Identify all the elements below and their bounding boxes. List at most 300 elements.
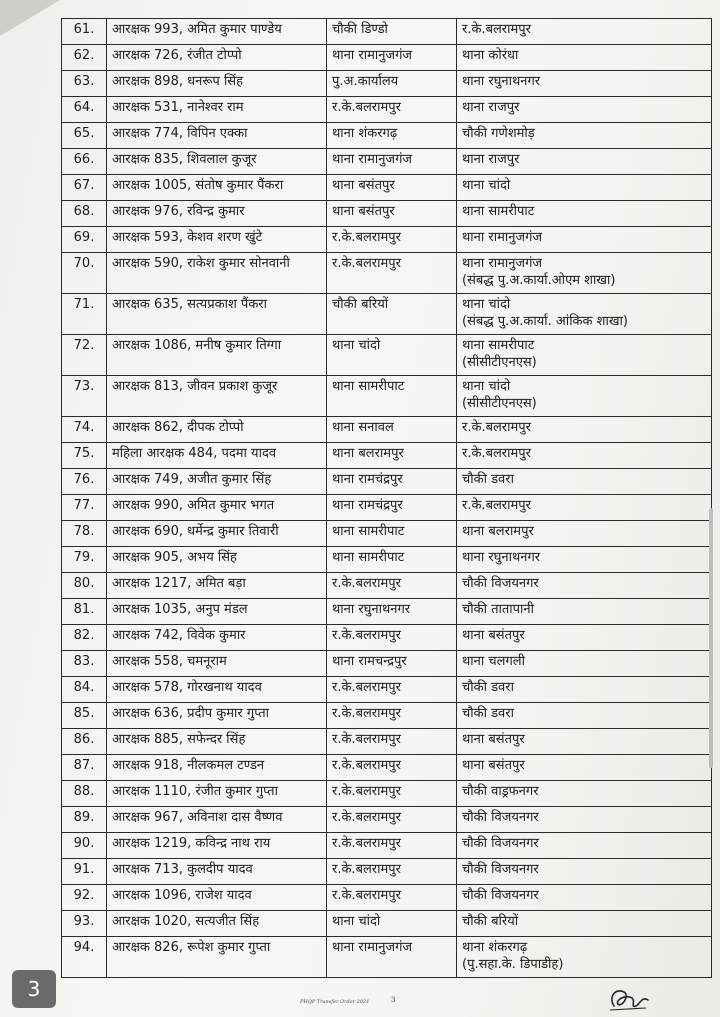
posting-note-text: (पु.सहा.के. डिपाडीह)	[462, 957, 564, 972]
serial-number-text: 94.	[73, 940, 95, 955]
employee-name-text: आरक्षक 742, विवेक कुमार	[112, 628, 246, 643]
new-posting-cell	[457, 651, 712, 677]
table-row	[62, 859, 712, 885]
table-row	[62, 599, 712, 625]
serial-number-text: 85.	[73, 706, 95, 721]
serial-number-text: 92.	[73, 888, 95, 903]
current-posting-cell	[327, 376, 457, 417]
serial-number-cell	[62, 227, 107, 253]
new-posting-cell	[457, 123, 712, 149]
new-posting-cell	[457, 45, 712, 71]
employee-name-text: आरक्षक 1005, संतोष कुमार पैंकरा	[112, 178, 284, 193]
serial-number-text: 71.	[73, 297, 95, 312]
serial-number-cell	[62, 294, 107, 335]
employee-name-text: आरक्षक 1096, राजेश यादव	[112, 888, 252, 903]
current-posting-text: थाना रामचंद्रपुर	[332, 498, 403, 513]
serial-number-cell	[62, 521, 107, 547]
serial-number-text: 88.	[73, 784, 95, 799]
employee-name-text: आरक्षक 749, अजीत कुमार सिंह	[112, 472, 272, 487]
current-posting-cell	[327, 201, 457, 227]
footer-caption: PHQP Transfer Order 2021	[300, 999, 370, 1005]
current-posting-text: थाना सामरीपाट	[332, 550, 405, 565]
new-posting-cell	[457, 703, 712, 729]
current-posting-text: थाना रामानुजगंज	[332, 152, 413, 167]
serial-number-cell	[62, 417, 107, 443]
new-posting-cell	[457, 729, 712, 755]
serial-number-text: 70.	[73, 256, 95, 271]
employee-name-cell	[107, 19, 327, 45]
serial-number-cell	[62, 625, 107, 651]
employee-name-cell	[107, 755, 327, 781]
serial-number-cell	[62, 677, 107, 703]
serial-number-cell	[62, 376, 107, 417]
current-posting-text: र.के.बलरामपुर	[332, 576, 401, 591]
current-posting-text: र.के.बलरामपुर	[332, 732, 401, 747]
serial-number-text: 66.	[73, 152, 95, 167]
employee-name-text: आरक्षक 1110, रंजीत कुमार गुप्ता	[112, 784, 278, 799]
serial-number-text: 73.	[73, 379, 95, 394]
employee-name-text: आरक्षक 967, अविनाश दास वैष्णव	[112, 810, 283, 825]
table-row	[62, 417, 712, 443]
current-posting-text: र.के.बलरामपुर	[332, 758, 401, 773]
current-posting-cell	[327, 573, 457, 599]
employee-name-cell	[107, 227, 327, 253]
new-posting-text: चौकी विजयनगर	[462, 862, 539, 877]
table-row	[62, 833, 712, 859]
new-posting-text: थाना बलरामपुर	[462, 524, 534, 539]
current-posting-text: थाना चांदो	[332, 338, 381, 353]
serial-number-text: 68.	[73, 204, 95, 219]
current-posting-cell	[327, 755, 457, 781]
employee-name-text: आरक्षक 976, रविन्द्र कुमार	[112, 204, 245, 219]
page-corner-fold	[0, 0, 60, 36]
employee-name-cell	[107, 495, 327, 521]
serial-number-cell	[62, 253, 107, 294]
new-posting-text: थाना बसंतपुर	[462, 732, 525, 747]
current-posting-cell	[327, 677, 457, 703]
serial-number-text: 69.	[73, 230, 95, 245]
table-row	[62, 175, 712, 201]
serial-number-text: 74.	[73, 420, 95, 435]
employee-name-cell	[107, 859, 327, 885]
employee-name-cell	[107, 599, 327, 625]
new-posting-cell	[457, 294, 712, 335]
employee-name-text: आरक्षक 774, विपिन एक्का	[112, 126, 248, 141]
new-posting-cell	[457, 97, 712, 123]
employee-name-cell	[107, 294, 327, 335]
employee-name-cell	[107, 149, 327, 175]
employee-name-text: आरक्षक 813, जीवन प्रकाश कुजूर	[112, 379, 278, 394]
employee-name-text: आरक्षक 1217, अमित बड़ा	[112, 576, 246, 591]
table-row	[62, 937, 712, 978]
new-posting-cell	[457, 911, 712, 937]
current-posting-text: थाना बलरामपुर	[332, 446, 404, 461]
table-row	[62, 651, 712, 677]
employee-name-cell	[107, 71, 327, 97]
table-row	[62, 755, 712, 781]
employee-name-cell	[107, 123, 327, 149]
current-posting-cell	[327, 294, 457, 335]
current-posting-text: थाना बसंतपुर	[332, 178, 395, 193]
employee-name-text: आरक्षक 835, शिवलाल कुजूर	[112, 152, 257, 167]
new-posting-text: थाना सामरीपाट	[462, 338, 535, 353]
employee-name-cell	[107, 547, 327, 573]
serial-number-cell	[62, 859, 107, 885]
employee-name-cell	[107, 781, 327, 807]
current-posting-cell	[327, 253, 457, 294]
new-posting-cell	[457, 19, 712, 45]
current-posting-cell	[327, 599, 457, 625]
new-posting-cell	[457, 495, 712, 521]
serial-number-text: 86.	[73, 732, 95, 747]
new-posting-cell	[457, 833, 712, 859]
table-row	[62, 911, 712, 937]
new-posting-cell	[457, 599, 712, 625]
current-posting-text: र.के.बलरामपुर	[332, 100, 401, 115]
new-posting-text: थाना रघुनाथनगर	[462, 74, 541, 89]
serial-number-text: 93.	[73, 914, 95, 929]
new-posting-cell	[457, 335, 712, 376]
new-posting-cell	[457, 807, 712, 833]
serial-number-text: 65.	[73, 126, 95, 141]
new-posting-text: थाना रामानुजगंज	[462, 230, 543, 245]
serial-number-cell	[62, 911, 107, 937]
current-posting-cell	[327, 71, 457, 97]
table-row	[62, 97, 712, 123]
table-row	[62, 19, 712, 45]
new-posting-text: थाना राजपुर	[462, 152, 520, 167]
current-posting-text: र.के.बलरामपुर	[332, 230, 401, 245]
new-posting-cell	[457, 71, 712, 97]
new-posting-cell	[457, 885, 712, 911]
employee-name-text: आरक्षक 990, अमित कुमार भगत	[112, 498, 275, 513]
serial-number-text: 84.	[73, 680, 95, 695]
employee-name-cell	[107, 45, 327, 71]
serial-number-text: 90.	[73, 836, 95, 851]
employee-name-text: आरक्षक 826, रूपेश कुमार गुप्ता	[112, 940, 271, 955]
new-posting-text: चौकी वाड्रफनगर	[462, 784, 539, 799]
employee-name-cell	[107, 911, 327, 937]
serial-number-cell	[62, 781, 107, 807]
serial-number-text: 72.	[73, 338, 95, 353]
serial-number-text: 77.	[73, 498, 95, 513]
serial-number-cell	[62, 97, 107, 123]
current-posting-text: र.के.बलरामपुर	[332, 784, 401, 799]
current-posting-text: र.के.बलरामपुर	[332, 888, 401, 903]
current-posting-cell	[327, 175, 457, 201]
serial-number-text: 82.	[73, 628, 95, 643]
transfer-table	[61, 18, 712, 978]
employee-name-cell	[107, 573, 327, 599]
new-posting-text: चौकी विजयनगर	[462, 836, 539, 851]
employee-name-text: आरक्षक 726, रंजीत टोप्पो	[112, 48, 242, 63]
new-posting-cell	[457, 149, 712, 175]
employee-name-text: आरक्षक 635, सत्यप्रकाश पैंकरा	[112, 297, 267, 312]
serial-number-text: 63.	[73, 74, 95, 89]
table-row	[62, 495, 712, 521]
page-number: 3	[391, 996, 396, 1004]
current-posting-cell	[327, 911, 457, 937]
employee-name-cell	[107, 201, 327, 227]
scrollbar-thumb[interactable]	[709, 508, 713, 768]
table-row	[62, 703, 712, 729]
current-posting-cell	[327, 729, 457, 755]
employee-name-cell	[107, 97, 327, 123]
new-posting-text: थाना चांदो	[462, 178, 511, 193]
new-posting-text: थाना बसंतपुर	[462, 628, 525, 643]
serial-number-text: 87.	[73, 758, 95, 773]
new-posting-text: चौकी डवरा	[462, 472, 514, 487]
table-row	[62, 294, 712, 335]
employee-name-text: आरक्षक 713, कुलदीप यादव	[112, 862, 253, 877]
new-posting-text: र.के.बलरामपुर	[462, 446, 531, 461]
current-posting-text: थाना रामचन्द्रपुर	[332, 654, 407, 669]
table-row	[62, 201, 712, 227]
serial-number-text: 64.	[73, 100, 95, 115]
posting-note-text: (सीसीटीएनएस)	[462, 396, 537, 411]
current-posting-text: थाना शंकरगढ़	[332, 126, 398, 141]
current-posting-cell	[327, 781, 457, 807]
new-posting-text: र.के.बलरामपुर	[462, 498, 531, 513]
employee-name-cell	[107, 417, 327, 443]
serial-number-text: 83.	[73, 654, 95, 669]
new-posting-text: र.के.बलरामपुर	[462, 22, 531, 37]
new-posting-cell	[457, 443, 712, 469]
serial-number-cell	[62, 833, 107, 859]
table-row	[62, 625, 712, 651]
current-posting-text: र.के.बलरामपुर	[332, 810, 401, 825]
serial-number-cell	[62, 19, 107, 45]
current-posting-cell	[327, 859, 457, 885]
serial-number-text: 81.	[73, 602, 95, 617]
new-posting-cell	[457, 201, 712, 227]
current-posting-text: र.के.बलरामपुर	[332, 862, 401, 877]
employee-name-cell	[107, 703, 327, 729]
current-posting-text: थाना रामानुजगंज	[332, 940, 413, 955]
current-posting-cell	[327, 45, 457, 71]
current-posting-text: पु.अ.कार्यालय	[332, 74, 399, 89]
current-posting-cell	[327, 335, 457, 376]
employee-name-text: आरक्षक 993, अमित कुमार पाण्डेय	[112, 22, 282, 37]
serial-number-cell	[62, 175, 107, 201]
new-posting-cell	[457, 521, 712, 547]
current-posting-text: र.के.बलरामपुर	[332, 256, 401, 271]
posting-note-text: (संबद्ध पु.अ.कार्या.ओएम शाखा)	[462, 273, 616, 288]
new-posting-cell	[457, 175, 712, 201]
serial-number-text: 75.	[73, 446, 95, 461]
current-posting-cell	[327, 833, 457, 859]
current-posting-cell	[327, 149, 457, 175]
handwritten-signature	[606, 984, 652, 1014]
table-row	[62, 335, 712, 376]
new-posting-text: थाना चलगली	[462, 654, 525, 669]
serial-number-text: 80.	[73, 576, 95, 591]
new-posting-text: चौकी गणेशमोड़	[462, 126, 535, 141]
serial-number-cell	[62, 885, 107, 911]
employee-name-text: आरक्षक 905, अभय सिंह	[112, 550, 237, 565]
current-posting-cell	[327, 469, 457, 495]
serial-number-text: 67.	[73, 178, 95, 193]
employee-name-text: आरक्षक 1086, मनीष कुमार तिग्गा	[112, 338, 282, 353]
current-posting-cell	[327, 19, 457, 45]
current-posting-cell	[327, 443, 457, 469]
new-posting-cell	[457, 573, 712, 599]
current-posting-text: र.के.बलरामपुर	[332, 706, 401, 721]
serial-number-text: 78.	[73, 524, 95, 539]
serial-number-cell	[62, 599, 107, 625]
current-posting-text: चौकी डिण्डो	[332, 22, 388, 37]
table-row	[62, 885, 712, 911]
table-row	[62, 521, 712, 547]
employee-name-cell	[107, 677, 327, 703]
employee-name-text: आरक्षक 593, केशव शरण खुंटे	[112, 230, 263, 245]
new-posting-cell	[457, 469, 712, 495]
new-posting-text: चौकी बरियों	[462, 914, 519, 929]
current-posting-cell	[327, 703, 457, 729]
new-posting-cell	[457, 417, 712, 443]
new-posting-cell	[457, 755, 712, 781]
current-posting-text: र.के.बलरामपुर	[332, 836, 401, 851]
page-indicator-badge[interactable]: 3	[12, 970, 56, 1008]
current-posting-cell	[327, 123, 457, 149]
current-posting-text: थाना रामचंद्रपुर	[332, 472, 403, 487]
serial-number-cell	[62, 201, 107, 227]
new-posting-cell	[457, 625, 712, 651]
serial-number-cell	[62, 71, 107, 97]
new-posting-text: थाना रघुनाथनगर	[462, 550, 541, 565]
serial-number-text: 61.	[73, 22, 95, 37]
serial-number-text: 79.	[73, 550, 95, 565]
employee-name-cell	[107, 833, 327, 859]
current-posting-cell	[327, 651, 457, 677]
employee-name-text: आरक्षक 862, दीपक टोप्पो	[112, 420, 244, 435]
new-posting-cell	[457, 781, 712, 807]
employee-name-cell	[107, 376, 327, 417]
serial-number-cell	[62, 729, 107, 755]
employee-name-text: आरक्षक 898, धनरूप सिंह	[112, 74, 244, 89]
employee-name-text: महिला आरक्षक 484, पदमा यादव	[112, 446, 277, 461]
table-row	[62, 677, 712, 703]
serial-number-cell	[62, 443, 107, 469]
current-posting-text: थाना बसंतपुर	[332, 204, 395, 219]
employee-name-text: आरक्षक 885, सफेन्दर सिंह	[112, 732, 246, 747]
posting-note-text: (संबद्ध पु.अ.कार्या. आंकिक शाखा)	[462, 314, 628, 329]
employee-name-cell	[107, 937, 327, 978]
serial-number-cell	[62, 703, 107, 729]
table-row	[62, 149, 712, 175]
new-posting-text: थाना कोरंधा	[462, 48, 519, 63]
table-row	[62, 71, 712, 97]
current-posting-cell	[327, 417, 457, 443]
employee-name-cell	[107, 625, 327, 651]
current-posting-text: थाना चांदो	[332, 914, 381, 929]
current-posting-cell	[327, 227, 457, 253]
current-posting-text: थाना रघुनाथनगर	[332, 602, 411, 617]
employee-name-text: आरक्षक 578, गोरखनाथ यादव	[112, 680, 262, 695]
employee-name-text: आरक्षक 690, धर्मेन्द्र कुमार तिवारी	[112, 524, 279, 539]
employee-name-cell	[107, 651, 327, 677]
serial-number-text: 62.	[73, 48, 95, 63]
employee-name-cell	[107, 807, 327, 833]
current-posting-text: थाना सामरीपाट	[332, 524, 405, 539]
new-posting-text: चौकी विजयनगर	[462, 888, 539, 903]
current-posting-text: चौकी बरियों	[332, 297, 389, 312]
new-posting-cell	[457, 547, 712, 573]
serial-number-text: 76.	[73, 472, 95, 487]
current-posting-cell	[327, 885, 457, 911]
table-row	[62, 45, 712, 71]
employee-name-text: आरक्षक 636, प्रदीप कुमार गुप्ता	[112, 706, 269, 721]
serial-number-cell	[62, 937, 107, 978]
current-posting-text: थाना सनावल	[332, 420, 394, 435]
employee-name-cell	[107, 469, 327, 495]
table-row	[62, 729, 712, 755]
current-posting-text: र.के.बलरामपुर	[332, 628, 401, 643]
new-posting-cell	[457, 859, 712, 885]
new-posting-cell	[457, 253, 712, 294]
employee-name-cell	[107, 443, 327, 469]
serial-number-cell	[62, 495, 107, 521]
posting-note-text: (सीसीटीएनएस)	[462, 355, 537, 370]
new-posting-cell	[457, 937, 712, 978]
employee-name-text: आरक्षक 558, चमनूराम	[112, 654, 227, 669]
new-posting-text: चौकी डवरा	[462, 680, 514, 695]
serial-number-cell	[62, 335, 107, 376]
current-posting-text: र.के.बलरामपुर	[332, 680, 401, 695]
current-posting-cell	[327, 807, 457, 833]
table-row	[62, 469, 712, 495]
employee-name-cell	[107, 175, 327, 201]
new-posting-text: थाना राजपुर	[462, 100, 520, 115]
serial-number-cell	[62, 123, 107, 149]
current-posting-cell	[327, 625, 457, 651]
current-posting-cell	[327, 97, 457, 123]
serial-number-cell	[62, 45, 107, 71]
employee-name-cell	[107, 253, 327, 294]
employee-name-text: आरक्षक 590, राकेश कुमार सोनवानी	[112, 256, 290, 271]
new-posting-text: र.के.बलरामपुर	[462, 420, 531, 435]
employee-name-text: आरक्षक 1035, अनुप मंडल	[112, 602, 248, 617]
new-posting-text: थाना शंकरगढ़	[462, 940, 528, 955]
serial-number-cell	[62, 755, 107, 781]
serial-number-cell	[62, 547, 107, 573]
new-posting-cell	[457, 677, 712, 703]
new-posting-text: थाना सामरीपाट	[462, 204, 535, 219]
serial-number-cell	[62, 469, 107, 495]
serial-number-cell	[62, 149, 107, 175]
serial-number-text: 89.	[73, 810, 95, 825]
new-posting-text: थाना बसंतपुर	[462, 758, 525, 773]
new-posting-text: चौकी डवरा	[462, 706, 514, 721]
table-row	[62, 573, 712, 599]
table-row	[62, 123, 712, 149]
current-posting-cell	[327, 495, 457, 521]
employee-name-text: आरक्षक 531, नानेश्वर राम	[112, 100, 244, 115]
new-posting-text: थाना रामानुजगंज	[462, 256, 543, 271]
new-posting-text: चौकी तातापानी	[462, 602, 534, 617]
table-row	[62, 781, 712, 807]
current-posting-text: थाना रामानुजगंज	[332, 48, 413, 63]
employee-name-text: आरक्षक 1219, कविन्द्र नाथ राय	[112, 836, 271, 851]
employee-name-cell	[107, 335, 327, 376]
current-posting-cell	[327, 937, 457, 978]
new-posting-text: थाना चांदो	[462, 297, 511, 312]
employee-name-text: आरक्षक 1020, सत्यजीत सिंह	[112, 914, 260, 929]
new-posting-text: चौकी विजयनगर	[462, 576, 539, 591]
current-posting-cell	[327, 547, 457, 573]
table-row	[62, 443, 712, 469]
employee-name-text: आरक्षक 918, नीलकमल टण्डन	[112, 758, 265, 773]
